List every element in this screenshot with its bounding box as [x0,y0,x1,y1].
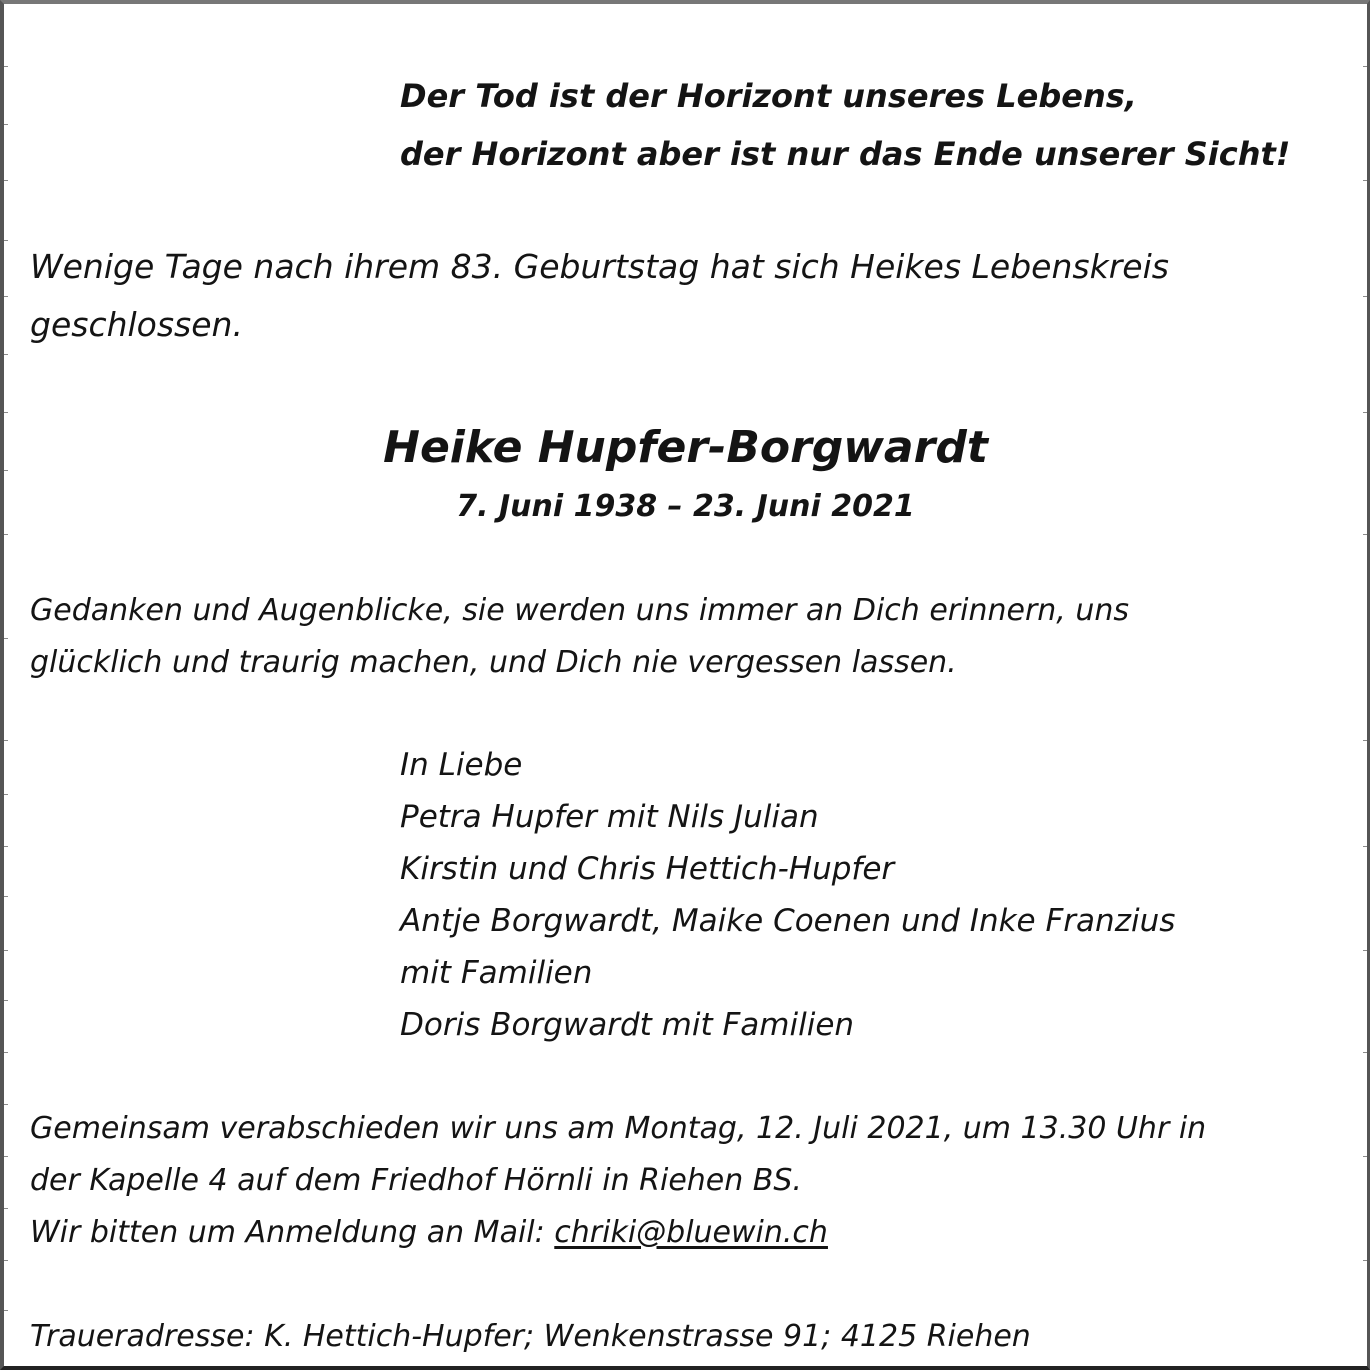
edge-tick [1363,740,1367,741]
signature-line: mit Familien [400,955,593,991]
edge-tick [4,412,8,413]
edge-tick [1363,950,1367,951]
edge-tick [4,896,8,897]
edge-tick [1363,296,1367,297]
signature-greeting: In Liebe [400,747,523,783]
ceremony-line-2: der Kapelle 4 auf dem Friedhof Hörnli in Riehen BS. [30,1163,802,1198]
registration-text: Wir bitten um Anmeldung an Mail: [30,1215,555,1250]
edge-tick [1363,412,1367,413]
edge-tick [4,534,8,535]
email-link[interactable]: chriki@bluewin.ch [554,1215,828,1250]
edge-tick [1363,180,1367,181]
intro-line-2: geschlossen. [30,305,243,344]
edge-tick [4,1208,8,1209]
edge-tick [4,1310,8,1311]
edge-tick [4,240,8,241]
edge-tick [4,470,8,471]
edge-tick [4,296,8,297]
signature-line: Doris Borgwardt mit Familien [400,1007,855,1043]
edge-tick [1363,846,1367,847]
edge-tick [4,1260,8,1261]
registration-line [30,1215,828,1250]
thoughts-line-1: Gedanken und Augenblicke, sie werden uns immer an Dich erinnern, uns [30,593,1130,628]
edge-tick [4,1104,8,1105]
edge-tick [4,124,8,125]
edge-tick [1363,66,1367,67]
deceased-name: Heike Hupfer-Borgwardt [383,422,988,473]
edge-tick [4,794,8,795]
edge-tick [4,846,8,847]
edge-tick [4,66,8,67]
edge-tick [4,638,8,639]
signature-line: Antje Borgwardt, Maike Coenen und Inke Franzius [400,903,1176,939]
edge-tick [4,950,8,951]
edge-tick [4,740,8,741]
edge-tick [1363,1156,1367,1157]
edge-tick [4,1000,8,1001]
edge-tick [4,180,8,181]
edge-tick [4,1156,8,1157]
life-dates: 7. Juni 1938 – 23. Juni 2021 [456,489,915,524]
quote-line-1: Der Tod ist der Horizont unseres Lebens, [400,77,1137,115]
intro-line-1: Wenige Tage nach ihrem 83. Geburtstag hat sich Heikes Lebenskreis [30,247,1169,286]
edge-tick [1363,1052,1367,1053]
edge-tick [4,1052,8,1053]
ceremony-line-1: Gemeinsam verabschieden wir uns am Montag, 12. Juli 2021, um 13.30 Uhr in [30,1111,1207,1146]
signature-line: Petra Hupfer mit Nils Julian [400,799,819,835]
edge-tick [1363,534,1367,535]
edge-tick [1363,1260,1367,1261]
thoughts-line-2: glücklich und traurig machen, und Dich nie vergessen lassen. [30,645,957,680]
mourning-address: Traueradresse: K. Hettich-Hupfer; Wenkenstrasse 91; 4125 Riehen [30,1319,1031,1354]
quote-line-2: der Horizont aber ist nur das Ende unserer Sicht! [400,135,1291,173]
signature-line: Kirstin und Chris Hettich-Hupfer [400,851,895,887]
edge-tick [4,354,8,355]
